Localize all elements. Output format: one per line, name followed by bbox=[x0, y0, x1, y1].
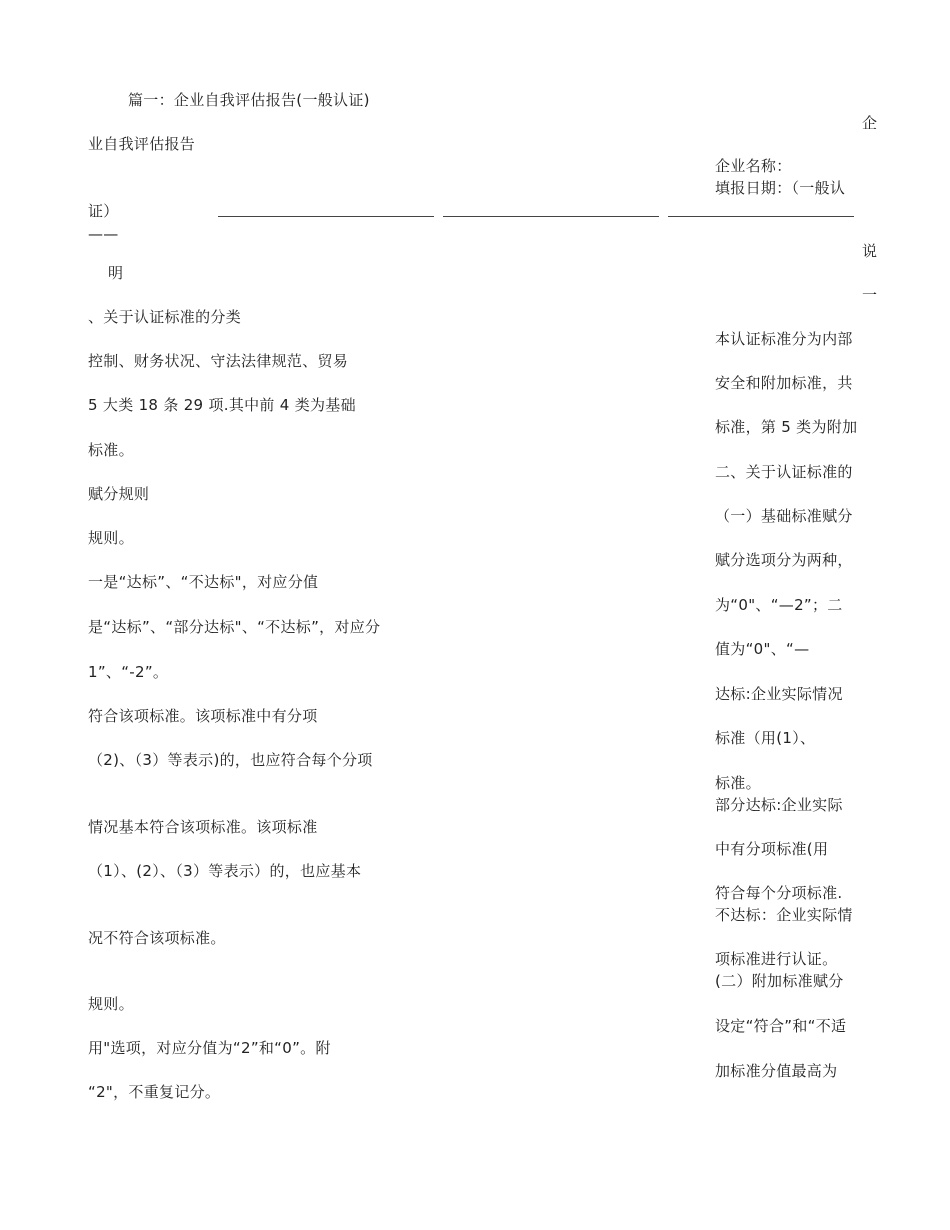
left-line: 证） bbox=[88, 202, 119, 220]
right-line: 企 bbox=[862, 114, 878, 132]
right-line: 赋分选项分为两种， bbox=[715, 551, 853, 569]
left-line: 符合该项标准。该项标准中有分项 bbox=[88, 707, 318, 725]
left-line: 规则。 bbox=[88, 529, 134, 547]
left-line: 是“达标”、“部分达标"、“不达标”，对应分 bbox=[88, 618, 381, 636]
blank-line bbox=[443, 216, 659, 217]
right-line: 标准，第 5 类为附加 bbox=[715, 418, 858, 436]
left-line: （2)、（3）等表示)的，也应符合每个分项 bbox=[88, 751, 373, 769]
right-line: (二）附加标准赋分 bbox=[715, 972, 844, 990]
right-line: 标准（用(1）、 bbox=[715, 729, 816, 747]
left-line: 情况基本符合该项标准。该项标准 bbox=[88, 818, 318, 836]
left-line: “2"，不重复记分。 bbox=[88, 1083, 221, 1101]
right-line: 不达标：企业实际情 bbox=[715, 906, 853, 924]
right-line: 标准。 bbox=[715, 774, 761, 792]
right-line: 符合每个分项标准. bbox=[715, 884, 843, 902]
right-line: 填报日期：（一般认 bbox=[715, 179, 846, 197]
blank-line bbox=[218, 216, 434, 217]
document-title: 篇一：企业自我评估报告(一般认证) bbox=[128, 91, 370, 109]
right-line: 加标准分值最高为 bbox=[715, 1062, 838, 1080]
blank-line bbox=[668, 216, 854, 217]
left-line: 况不符合该项标准。 bbox=[88, 929, 226, 947]
left-line: 规则。 bbox=[88, 995, 134, 1013]
left-line: 一是“达标”、“不达标"，对应分值 bbox=[88, 573, 319, 591]
right-line: 一 bbox=[862, 286, 878, 304]
right-line: 为“0"、“—2”；二 bbox=[715, 596, 843, 614]
right-line: 说 bbox=[862, 242, 878, 260]
left-line: 用"选项，对应分值为“2”和“0”。附 bbox=[88, 1039, 331, 1057]
left-line: 赋分规则 bbox=[88, 485, 150, 503]
right-line: 达标:企业实际情况 bbox=[715, 685, 843, 703]
right-line: 部分达标:企业实际 bbox=[715, 796, 843, 814]
right-line: 企业名称： bbox=[715, 157, 792, 175]
left-line: 控制、财务状况、守法法律规范、贸易 bbox=[88, 352, 349, 370]
left-line: 1”、“-2”。 bbox=[88, 663, 169, 681]
right-line: 二、关于认证标准的 bbox=[715, 463, 853, 481]
left-line: 业自我评估报告 bbox=[88, 135, 196, 153]
right-line: 设定“符合”和“不适 bbox=[715, 1017, 847, 1035]
right-line: （一）基础标准赋分 bbox=[715, 507, 853, 525]
right-line: 项标准进行认证。 bbox=[715, 950, 838, 968]
right-line: 中有分项标准(用 bbox=[715, 840, 829, 858]
left-line: 标准。 bbox=[88, 441, 134, 459]
left-line: 5 大类 18 条 29 项.其中前 4 类为基础 bbox=[88, 396, 356, 414]
right-line: 安全和附加标准，共 bbox=[715, 374, 853, 392]
left-line: （1）、(2）、（3）等表示）的，也应基本 bbox=[88, 862, 362, 880]
right-line: 值为“0"、“— bbox=[715, 640, 810, 658]
right-line: 本认证标准分为内部 bbox=[715, 330, 853, 348]
left-line: 、关于认证标准的分类 bbox=[88, 308, 242, 326]
left-line: —— bbox=[88, 225, 119, 243]
left-line: 明 bbox=[108, 264, 124, 282]
